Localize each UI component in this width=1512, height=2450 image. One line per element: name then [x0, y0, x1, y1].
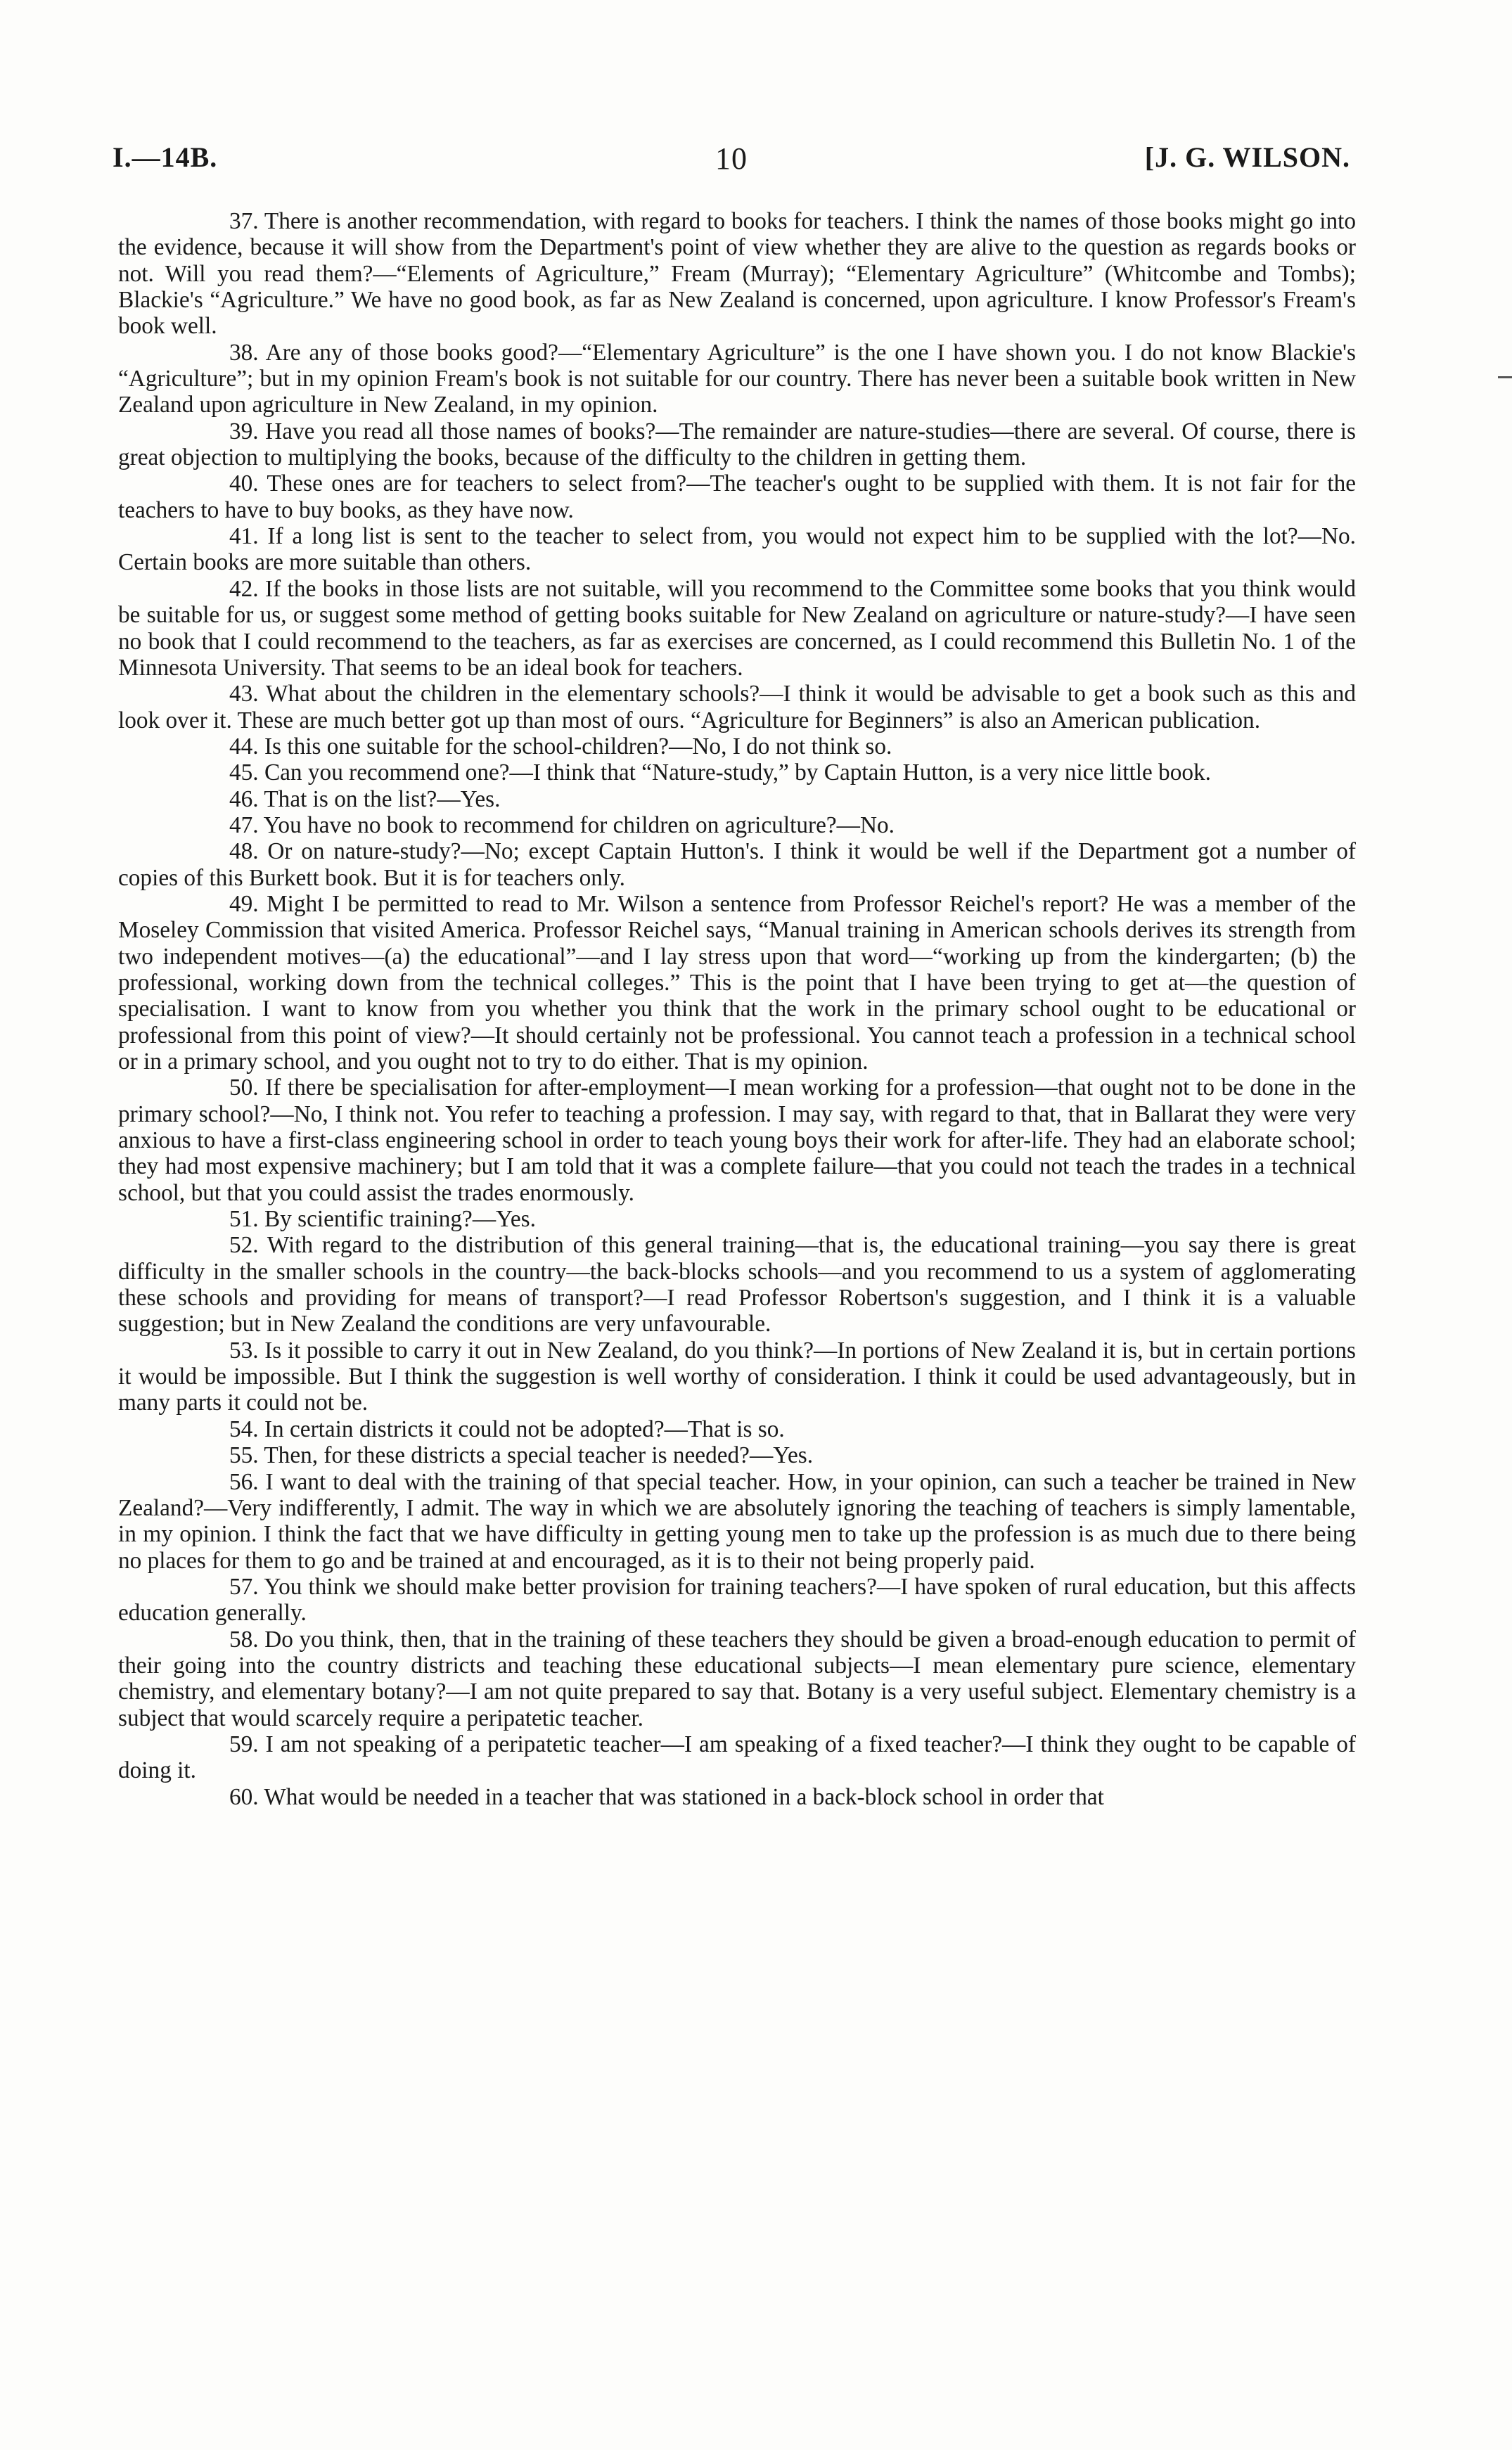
paragraph-48: 48. Or on nature-study?—No; except Captain Hutton's. I think it would be well if the Department got a number of copies of this Burkett book. But it is for teachers only.	[118, 838, 1356, 891]
paragraph-49: 49. Might I be permitted to read to Mr. Wilson a sentence from Professor Reichel's report? He was a member of the Moseley Commission that visited America. Professor Reichel says, “Manual training in American schools derives its strength from two independent motives—(a) the educational”—and I lay stress upon that word—“working up from the kindergarten; (b) the professional, working down from the technical colleges.” This is the point that I have been trying to get at—the question of specialisation. I want to know from you whether you think that the work in the primary school ought to be educational or professional from this point of view?—It should certainly not be professional. You cannot teach a profession in a technical school or in a primary school, and you ought not to try to do either. That is my opinion.	[118, 890, 1356, 1075]
margin-mark	[1498, 376, 1512, 378]
witness-name: [J. G. WILSON.	[1144, 141, 1350, 173]
paragraph-44: 44. Is this one suitable for the school-children?—No, I do not think so.	[229, 733, 892, 759]
paragraph-51: 51. By scientific training?—Yes.	[229, 1206, 536, 1233]
paragraph-54: 54. In certain districts it could not be adopted?—That is so.	[229, 1416, 785, 1442]
paragraph-59: 59. I am not speaking of a peripatetic teacher—I am speaking of a fixed teacher?—I think they ought to be capable of doing it.	[118, 1731, 1356, 1784]
paragraph-43: 43. What about the children in the elementary schools?—I think it would be advisable to get a book such as this and look over it. These are much better got up than most of ours. “Agriculture for Beginners” is also an American publication.	[118, 681, 1356, 733]
page-header	[113, 141, 1350, 183]
paragraph-57: 57. You think we should make better provision for training teachers?—I have spoken of rural education, but this affects education generally.	[118, 1573, 1356, 1627]
paragraph-38: 38. Are any of those books good?—“Elementary Agriculture” is the one I have shown you. I do not know Blackie's “Agriculture”; but in my opinion Fream's book is not suitable for our country. There has never been a suitable book written in New Zealand upon agriculture in New Zealand, in my opinion.	[118, 339, 1356, 418]
parliamentary-paper-reference: I.—14B.	[113, 141, 218, 173]
paragraph-39: 39. Have you read all those names of books?—The remainder are nature-studies—there are several. Of course, there is great objection to multiplying the books, because of the difficulty to the children in getting them.	[118, 418, 1356, 471]
page-number: 10	[715, 141, 748, 176]
paragraph-42: 42. If the books in those lists are not suitable, will you recommend to the Committee some books that you think would be suitable for us, or suggest some method of getting books suitable for New Zealand on agriculture or nature-study?—I have seen no book that I could recommend to the teachers, as far as exercises are concerned, as I could recommend this Bulletin No. 1 of the Minnesota University. That seems to be an ideal book for teachers.	[118, 575, 1356, 681]
paragraph-52: 52. With regard to the distribution of this general training—that is, the educational training—you say there is great difficulty in the smaller schools in the country—the back-blocks schools—and you recommend to us a system of agglomerating these schools and providing for means of transport?—I read Professor Robertson's suggestion, and I think it is a valuable suggestion; but in New Zealand the conditions are very unfavourable.	[118, 1232, 1356, 1338]
paragraph-37: 37. There is another recommendation, with regard to books for teachers. I think the names of those books might go into the evidence, because it will show from the Department's point of view whether they are alive to the question as regards books or not. Will you read them?—“Elements of Agriculture,” Fream (Murray); “Elementary Agriculture” (Whitcombe and Tombs); Blackie's “Agriculture.” We have no good book, as far as New Zealand is concerned, upon agriculture. I know Professor's Fream's book well.	[118, 208, 1356, 340]
paragraph-47: 47. You have no book to recommend for children on agriculture?—No.	[229, 812, 895, 838]
paragraph-50: 50. If there be specialisation for after-employment—I mean working for a profession—that ought not to be done in the primary school?—No, I think not. You refer to teaching a profession. I may say, with regard to that, that in Ballarat they were very anxious to have a first-class engineering school in order to teach young boys their work for after-life. They had an elaborate school; they had most expensive machinery; but I am told that it was a complete failure—that you could not teach the trades in a technical school, but that you could assist the trades enormously.	[118, 1075, 1356, 1206]
paragraph-46: 46. That is on the list?—Yes.	[229, 785, 501, 812]
evidence-text	[118, 208, 1356, 1810]
paragraph-58: 58. Do you think, then, that in the training of these teachers they should be given a broad-enough education to permit of their going into the country districts and teaching these educational subjects—I mean elementary pure science, elementary chemistry, and elementary botany?—I am not quite prepared to say that. Botany is a very useful subject. Elementary chemistry is a subject that would scarcely require a peripatetic teacher.	[118, 1626, 1356, 1731]
paragraph-40: 40. These ones are for teachers to select from?—The teacher's ought to be supplied with them. It is not fair for the teachers to have to buy books, as they have now.	[118, 470, 1356, 523]
paragraph-41: 41. If a long list is sent to the teacher to select from, you would not expect him to be supplied with the lot?—No. Certain books are more suitable than others.	[118, 523, 1356, 576]
paragraph-53: 53. Is it possible to carry it out in New Zealand, do you think?—In portions of New Zealand it is, but in certain portions it would be impossible. But I think the suggestion is well worthy of consideration. I think it could be used advantageously, but in many parts it could not be.	[118, 1337, 1356, 1416]
paragraph-56: 56. I want to deal with the training of that special teacher. How, in your opinion, can such a teacher be trained in New Zealand?—Very indifferently, I admit. The way in which we are absolutely ignoring the teaching of teachers is simply lamentable, in my opinion. I think the fact that we have difficulty in getting young men to take up the profession is as much due to there being no places for them to go and be trained at and encouraged, as it is to their not being properly paid.	[118, 1468, 1356, 1574]
paragraph-45: 45. Can you recommend one?—I think that “Nature-study,” by Captain Hutton, is a very nice little book.	[229, 759, 1211, 786]
paragraph-55: 55. Then, for these districts a special teacher is needed?—Yes.	[229, 1442, 814, 1469]
paragraph-60: 60. What would be needed in a teacher that was stationed in a back-block school in order that	[229, 1783, 1104, 1810]
